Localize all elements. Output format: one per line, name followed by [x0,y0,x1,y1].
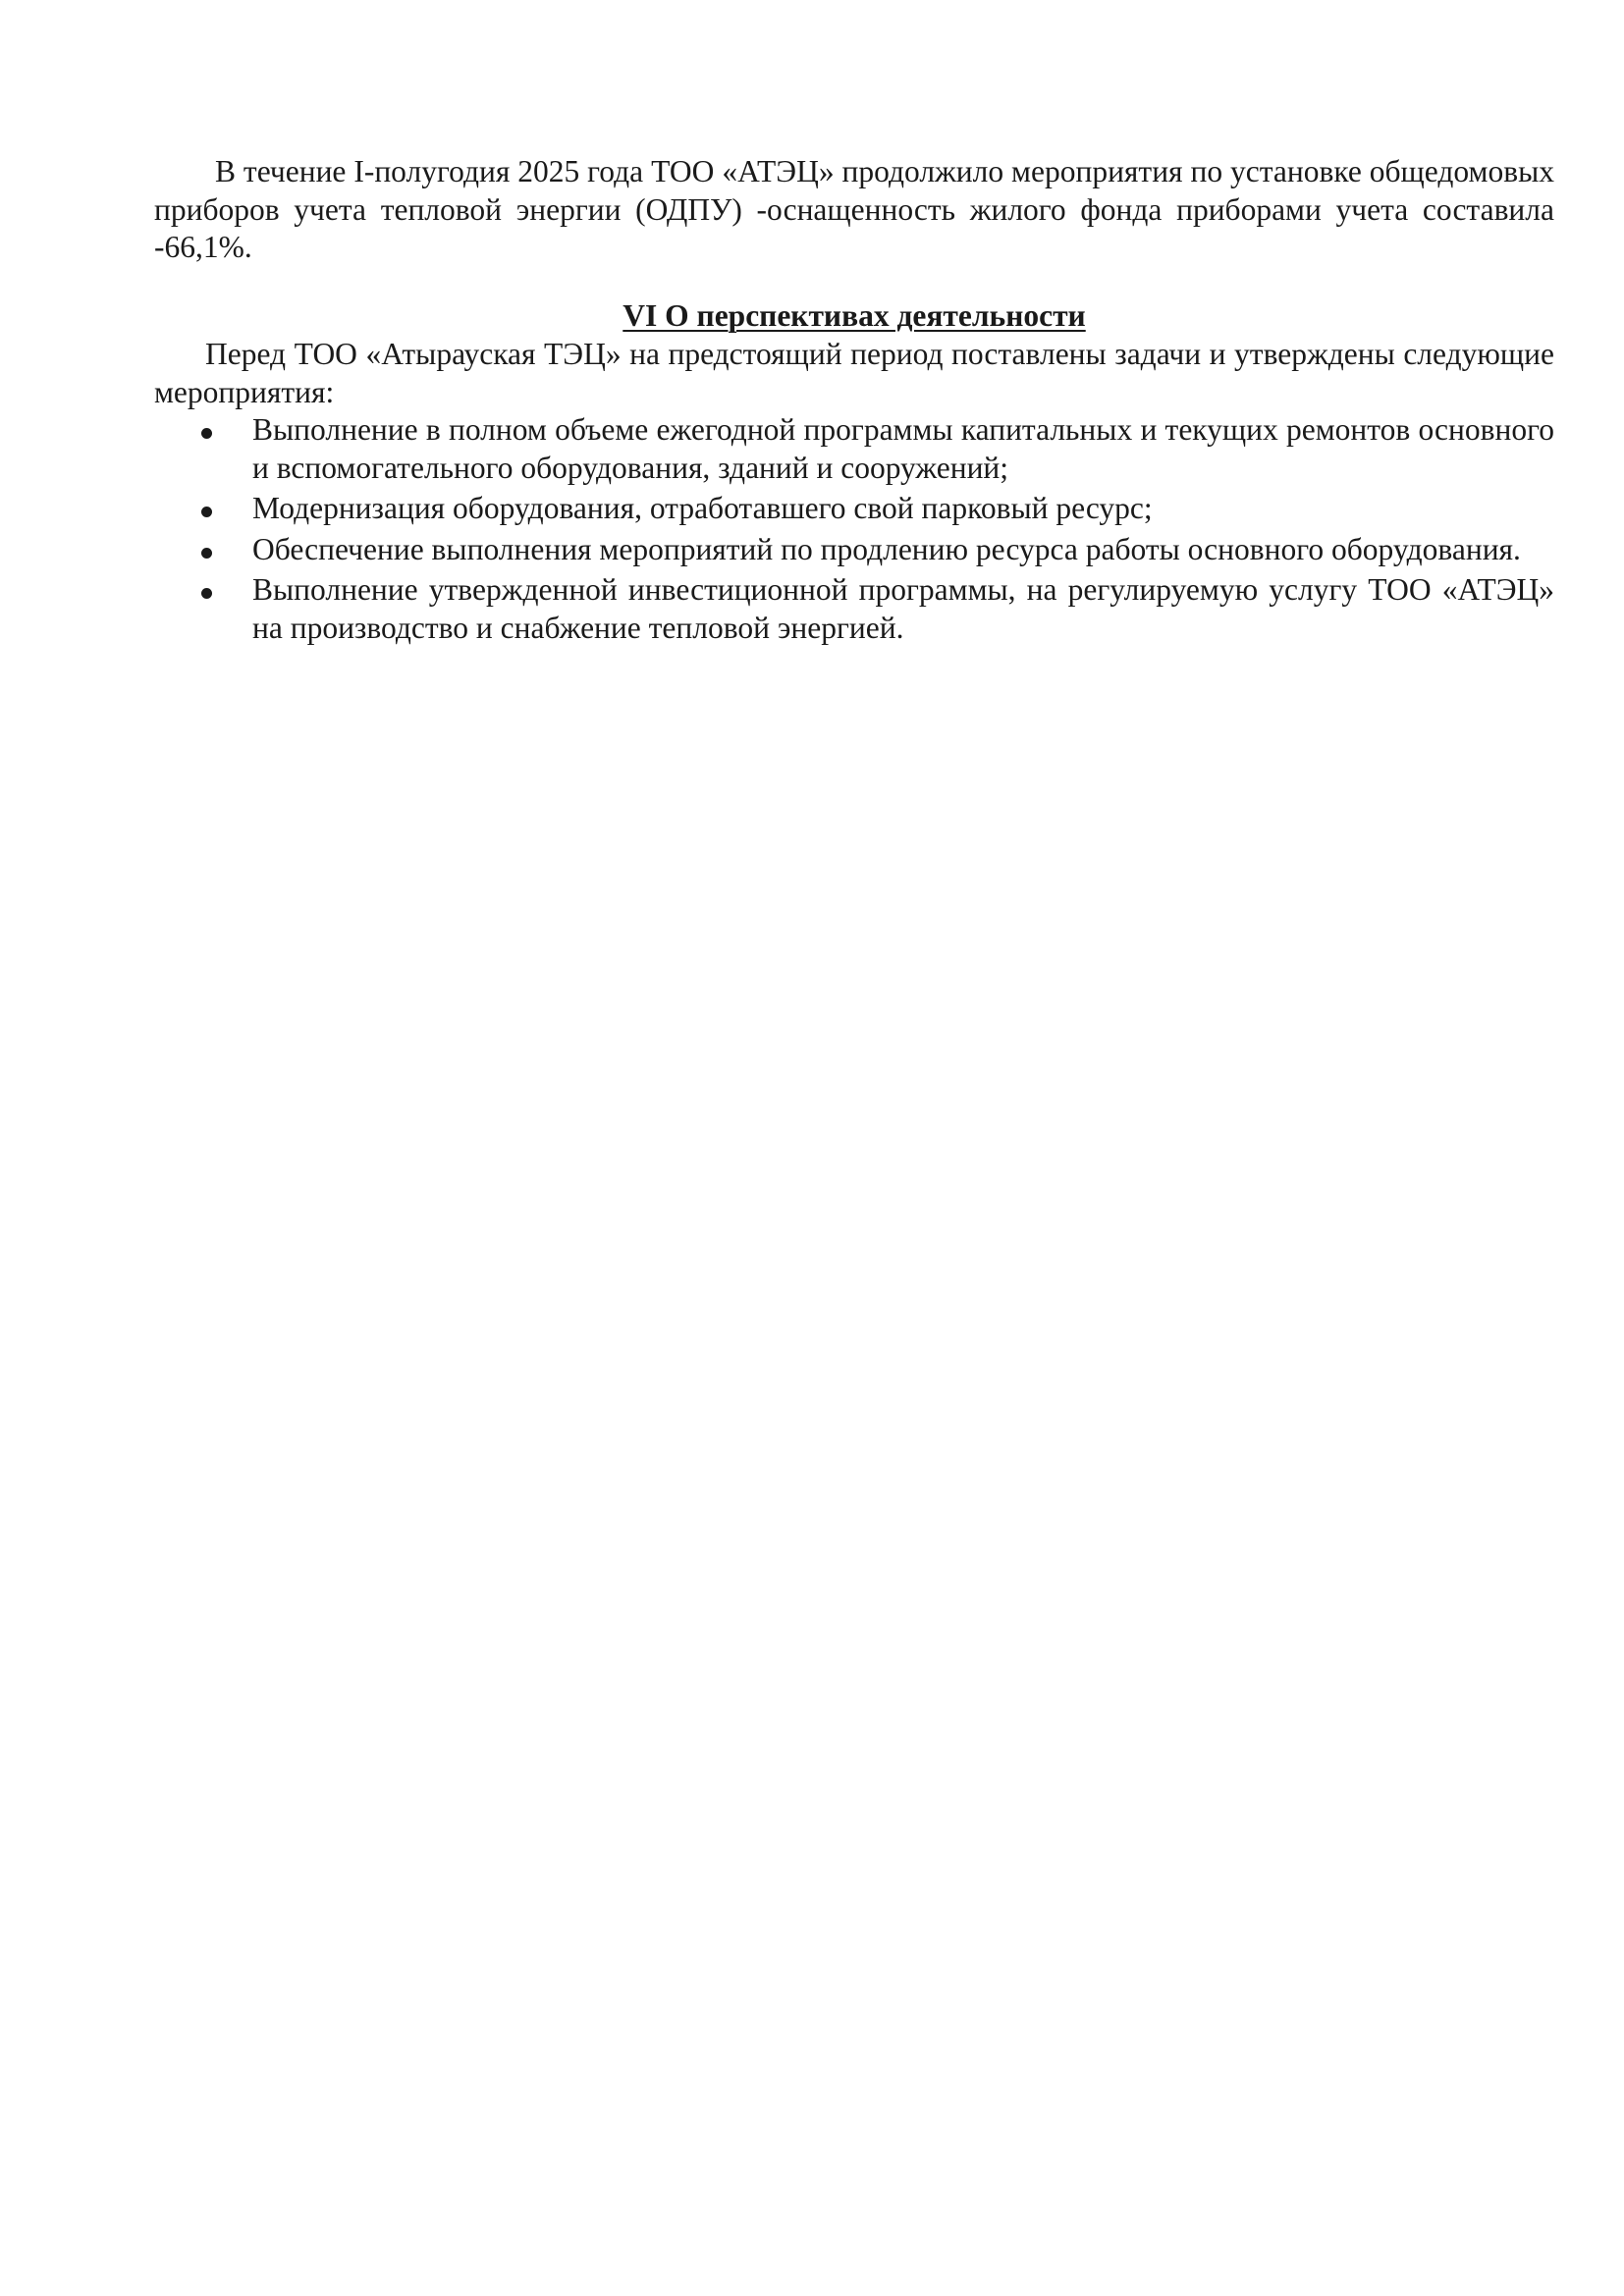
section-lead-paragraph: Перед ТОО «Атырауская ТЭЦ» на предстоящий период поставлены задачи и утверждены следующие мероприятия: [154,337,1554,409]
list-item-text: Выполнение в полном объеме ежегодной программы капитальных и текущих ремонтов основного и вспомогательного оборудования, зданий и сооружений; [252,412,1554,485]
bullet-icon [201,548,212,559]
measures-list [154,411,1554,647]
list-item-text: Модернизация оборудования, отработавшего свой парковый ресурс; [252,491,1153,525]
section-heading: VI О перспективах деятельности [623,297,1086,333]
document-page [154,153,1554,648]
list-item [154,531,1554,569]
list-item [154,490,1554,528]
bullet-icon [201,428,212,439]
list-item-text: Выполнение утвержденной инвестиционной программы, на регулируемую услугу ТОО «АТЭЦ» на производство и снабжение тепловой энергией. [252,572,1554,645]
intro-paragraph: В течение I-полугодия 2025 года ТОО «АТЭЦ» продолжило мероприятия по установке общедомовых приборов учета тепловой энергии (ОДПУ) -оснащенность жилого фонда приборами учета составила -66,1%. [154,154,1554,264]
bullet-icon [201,588,212,599]
bullet-icon [201,507,212,517]
list-item-text: Обеспечение выполнения мероприятий по продлению ресурса работы основного оборудования. [252,531,1521,566]
list-item [154,571,1554,647]
list-item [154,411,1554,487]
